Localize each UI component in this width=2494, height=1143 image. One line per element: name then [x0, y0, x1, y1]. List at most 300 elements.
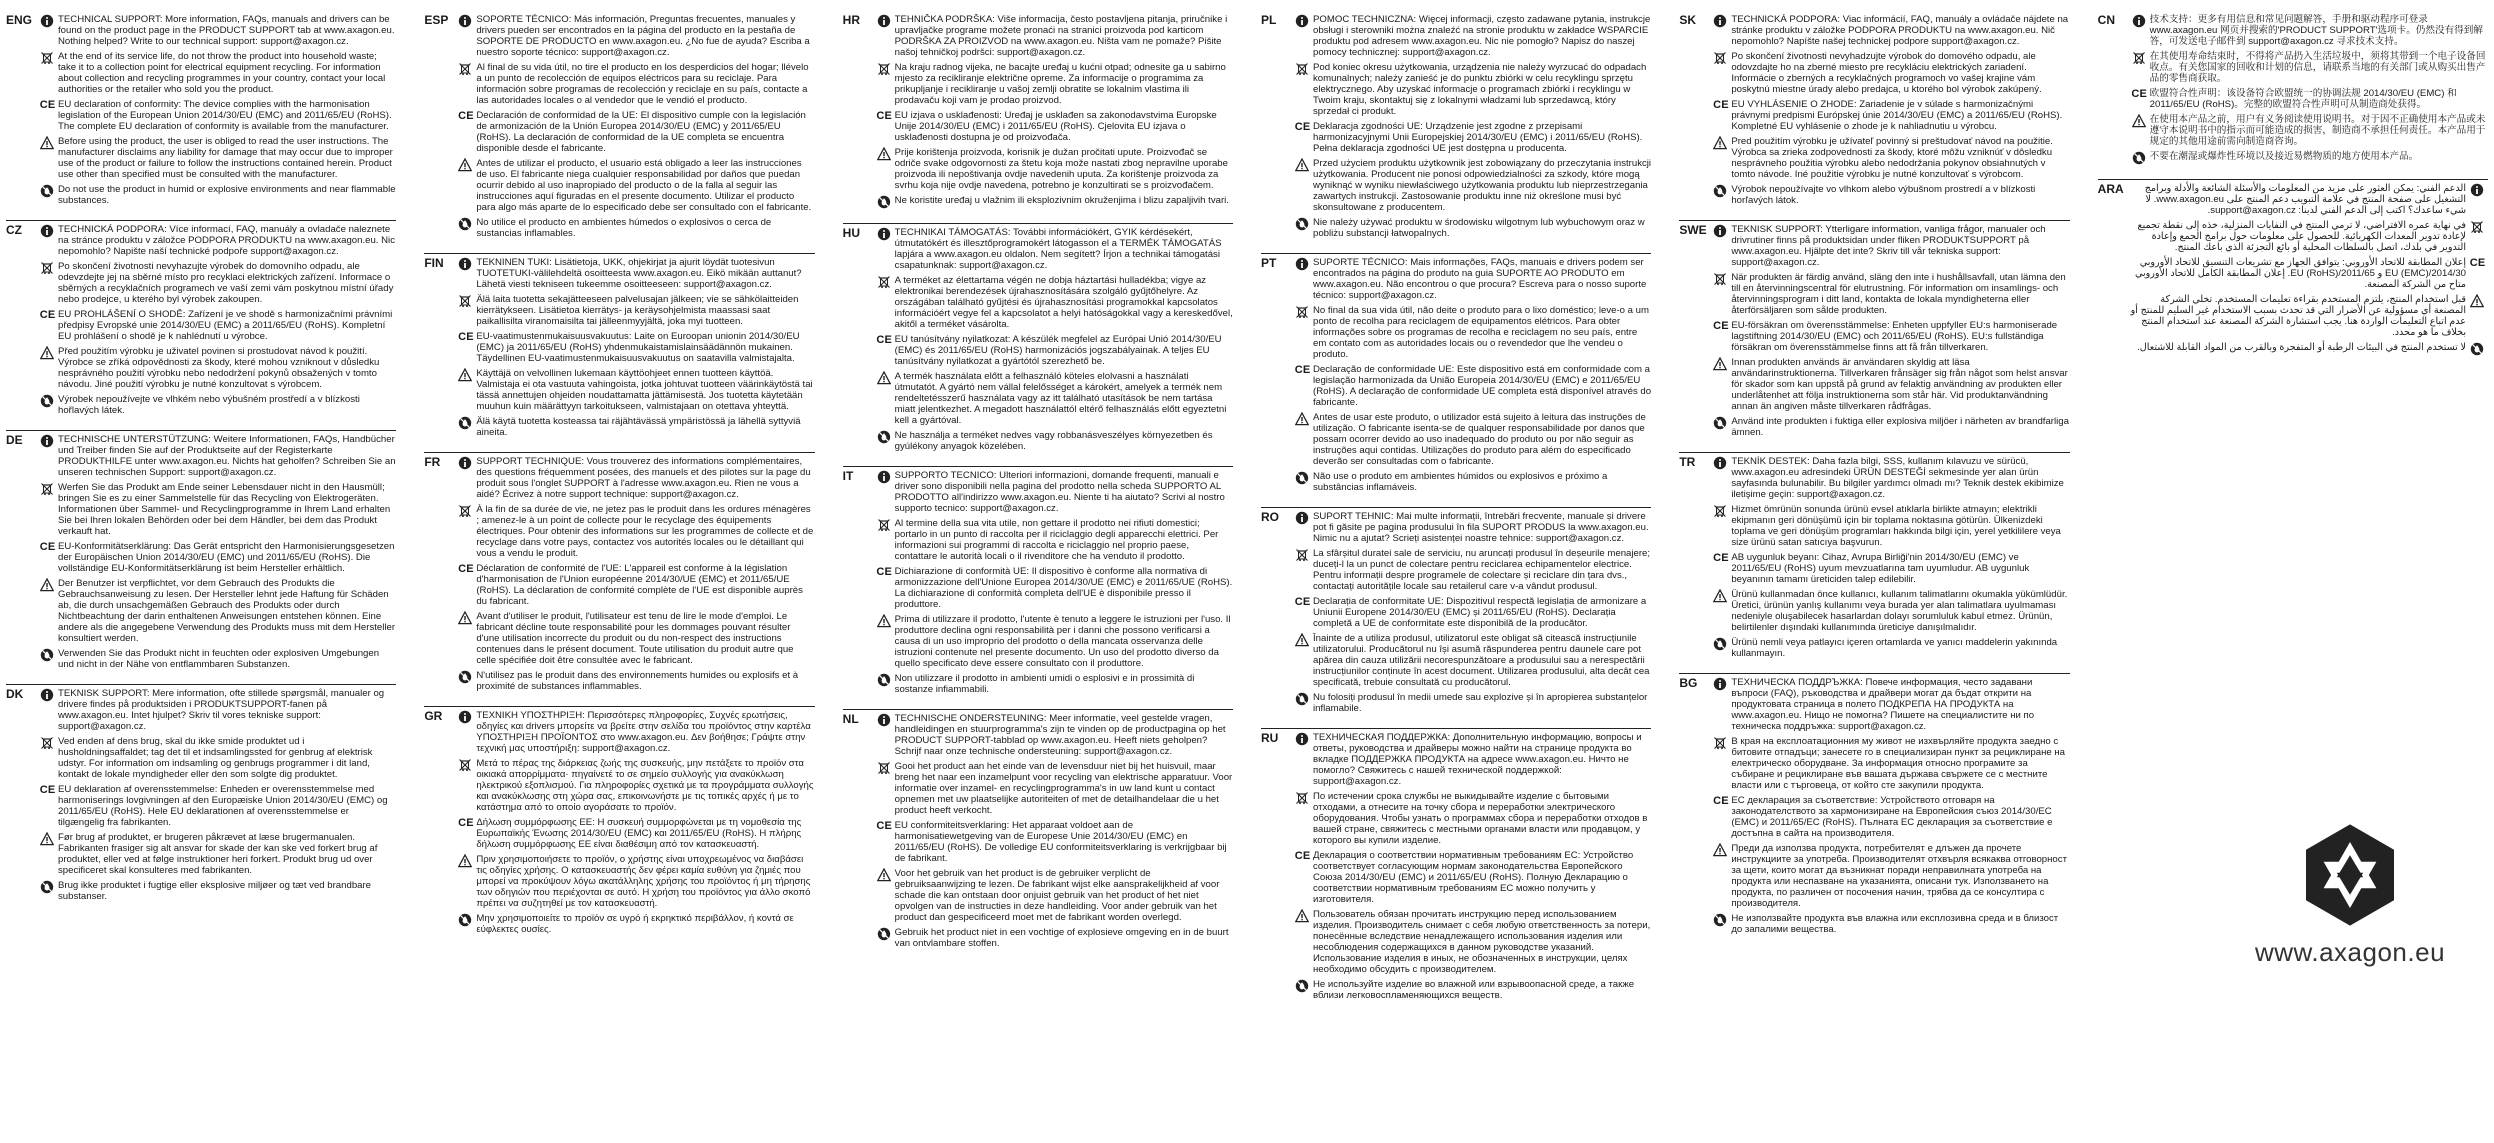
notice-text: AB uygunluk beyanı: Cihaz, Avrupa Birliği'nin 2014/30/EU (EMC) ve 2011/65/EU (RoHS) uyum mevzuatlarına tam uyumludur. AB uygunluk beyanının tamamı üreticiden talep edilebilir.: [1731, 552, 2030, 585]
no-humidity-icon: [873, 195, 895, 209]
notice-ce: [36, 99, 396, 132]
notice-warning: [1709, 136, 2069, 180]
notice-text: Declaração de conformidade UE: Este dispositivo está em conformidade com a legislação harmonizada da União Europeia 2014/30/EU (EMC) e 2011/65/EU (RoHS). A declaração de conformidade UE completa está disponível através do fabricante.: [1313, 364, 1652, 408]
notice-info: [873, 14, 1233, 58]
weee-bin-icon: [36, 482, 58, 496]
info-icon: [1291, 732, 1313, 746]
weee-bin-icon: [454, 758, 476, 772]
no-humidity-icon: [36, 184, 58, 198]
notice-info: [1291, 14, 1651, 58]
notice-text: Non utilizzare il prodotto in ambienti umidi o esplosivi e in prossimità di sostanze infiammabili.: [894, 673, 1195, 695]
notice-text: Μετά το πέρας της διάρκειας ζωής της συσκευής, μην πετάξετε το προϊόν στα οικιακά απορρίμματα· πηγαίνετέ το σε σημείο συλλογής για ανακύκλωση ηλεκτρικού εξοπλισμού. Για πληροφορίες σχετικά με τα προγράμματα συλλογής και ανακύκλωσης στη χώρα σας, επικοινωνήστε με τις τοπικές αρχές ή με το κατάστημα από το οποίο αγοράσατε το προϊόν.: [476, 758, 814, 813]
notice-text: ТЕХНИЧЕСКА ПОДДРЪЖКА: Повече информация, често задавани въпроси (FAQ), ръководства и драйвери могат да бъдат открити на продуктовата страница в полето ПОДКРЕПА НА ПРОДУКТА на www.axagon.eu. Нищо не помогна? Пишете на специалистите ни по техническа поддръжка: support@axagon.cz.: [1731, 677, 2035, 732]
ce-mark-icon: C E: [39, 541, 55, 553]
language-code: CZ: [6, 223, 22, 237]
notice-warning: [873, 371, 1233, 426]
notice-weee: [36, 482, 396, 537]
warning-icon: [1291, 158, 1313, 172]
ce-mark-icon: C E: [1294, 121, 1310, 133]
language-section-ro: [1261, 507, 1651, 718]
notice-ce: [1291, 364, 1651, 408]
no-humidity-icon: [1291, 979, 1313, 993]
language-code: IT: [842, 469, 854, 483]
language-section-cz: [6, 220, 396, 420]
weee-bin-icon: [36, 51, 58, 65]
notice-no: [1291, 471, 1651, 493]
no-humidity-icon: [1291, 692, 1313, 706]
info-icon: [36, 688, 58, 702]
notice-text: Ürünü kullanmadan önce kullanıcı, kullanım talimatlarını okumakla yükümlüdür. Üretici, ürünün yanlış kullanımı veya burada yer alan talimatlara uyulmaması nedeniyle oluşabilecek hasarlardan dolayı sorumluluk kabul etmez. Ürünün, belirtilenler dışındaki kullanımında üreticiye danışılmalıdır.: [1731, 589, 2068, 633]
notice-ce: [1709, 795, 2069, 839]
notice-warning: [2128, 294, 2488, 338]
notice-ce: [1291, 596, 1651, 629]
notice-no: [454, 913, 814, 935]
ce-mark-icon: C E: [458, 563, 473, 575]
notice-ce: [873, 110, 1233, 143]
language-section-swe: [1679, 220, 2069, 442]
notice-warning: [454, 368, 814, 412]
warning-icon: [873, 614, 895, 628]
weee-bin-icon: [1709, 272, 1731, 286]
notice-warning: [1291, 158, 1651, 213]
notice-warning: [873, 868, 1233, 923]
notice-weee: [1291, 62, 1651, 117]
notice-text: EU deklaration af overensstemmelse: Enheden er overensstemmelse med harmoniserings lovgivningen af den Europæiske Union 2014/30/EU (EMC) og 2011/65/EU (RoHS). Hele EU deklarationen af overensstemmelse er tilgængelig fra fabrikanten.: [58, 784, 388, 828]
no-humidity-icon: [1709, 637, 1731, 651]
notice-text: TECHNISCHE UNTERSTÜTZUNG: Weitere Informationen, FAQs, Handbücher und Treiber finden Sie auf der Produktseite auf der Registerkarte PRODUKTHILFE unter www.axagon.eu. Nichts hat geholfen? Schreiben Sie an unseren technischen Support: support@axagon.cz.: [58, 434, 396, 478]
notice-info: [36, 224, 396, 257]
weee-bin-icon: [36, 261, 58, 275]
notice-text: TEKNİK DESTEK: Daha fazla bilgi, SSS, kullanım kılavuzu ve sürücü, www.axagon.eu adresindeki ÜRÜN DESTEĞİ sekmesinde yer alan ürün sayfasında bulunabilir. Bu bilgiler yardımcı olmadı mı? Teknik destek ekibimize iletişime geçin: support@axagon.cz.: [1731, 456, 2064, 500]
notice-warning: [36, 346, 396, 390]
warning-icon: [873, 147, 895, 161]
ce-mark-icon: C E: [39, 309, 55, 321]
language-code: DK: [6, 687, 24, 701]
notice-text: A terméket az élettartama végén ne dobja háztartási hulladékba; vigye az elektronikai berendezések újrahasznosítására szolgáló gyűjtőhelyre. Az országában található gyűjtési és újrahasznosítási programokkal kapcsolatos információért vegye fel a kapcsolatot a helyi hatóságokkal vagy a kereskedővel, akitől a terméket vásárolta.: [894, 275, 1233, 330]
notice-info: [2128, 14, 2488, 47]
language-section-dk: [6, 684, 396, 906]
notice-weee: [2128, 51, 2488, 84]
weee-bin-icon: [873, 62, 895, 76]
notice-text: ΤΕΧΝΙΚΗ ΥΠΟΣΤΗΡΙΞΗ: Περισσότερες πληροφορίες, Συχνές ερωτήσεις, οδηγίες και drivers μπορείτε να βρείτε στην σελίδα του προϊόντος στην καρτέλα ΥΠΟΣΤΗΡΙΞΗ ΠΡΟΪΟΝΤΟΣ στο www.axagon.eu. Δεν βοήθησε; Γράψτε στην τεχνική μας υποστήριξη: support@axagon.cz.: [476, 710, 811, 754]
notice-text: Înainte de a utiliza produsul, utilizatorul este obligat să citească instrucțiunile utilizatorului. Producătorul nu își asumă răspunderea pentru daunele care pot apărea din cauza utilizării necorespunzătoare a produsului sau a nerespectării instrucțiunilor conținute în acest document. Utilizarea produsului, alta decât cea specificată, trebuie consultată cu producătorul.: [1313, 633, 1650, 688]
notice-text: Ne használja a terméket nedves vagy robbanásveszélyes környezetben és gyúlékony anyagok közelében.: [894, 430, 1213, 452]
notice-warning: [1709, 589, 2069, 633]
info-icon: [454, 710, 476, 724]
notice-ce: [873, 566, 1233, 610]
info-icon: [2128, 14, 2150, 28]
weee-bin-icon: [36, 736, 58, 750]
no-humidity-icon: [873, 430, 895, 444]
notice-text: قبل استخدام المنتج، يلتزم المستخدم بقراءة تعليمات المستخدم. تخلي الشركة المصنعة أي مسؤولية عن الأضرار التي قد تحدث بسبب الاستخدام غير السليم للمنتج أو عدم اتباع التعليمات الواردة هنا. يجب استشارة الشركة المصنعة عند استخدام المنتج بخلاف ما هو محدد.: [2130, 294, 2466, 338]
notice-text: Μην χρησιμοποιείτε το προϊόν σε υγρό ή εκρηκτικό περιβάλλον, ή κοντά σε εύφλεκτες ουσίες.: [476, 913, 794, 935]
warning-icon: [873, 371, 895, 385]
notice-text: No utilice el producto en ambientes húmedos o explosivos o cerca de sustancias inflamables.: [476, 217, 772, 239]
notice-weee: [873, 518, 1233, 562]
notice-text: À la fin de sa durée de vie, ne jetez pas le produit dans les ordures ménagères ; amenez-le à un point de collecte pour le recyclage des équipements électriques. Pour obtenir des informations sur les programmes de collecte et de recyclage dans votre pays, contactez vos autorités locales ou le détaillant qui vous a vendu le produit.: [476, 504, 814, 559]
info-icon: [1291, 511, 1313, 525]
ce-mark-icon: C E: [1713, 552, 1728, 564]
notice-text: Не используйте изделие во влажной или взрывоопасной среде, а также вблизи легковоспламеняющихся веществ.: [1313, 979, 1635, 1001]
notice-weee: [36, 261, 396, 305]
notice-text: Hizmet ömrünün sonunda ürünü evsel atıklarla birlikte atmayın; elektrikli ekipmanın geri dönüşümü için bir toplama noktasına götürün. Ülkenizdeki toplama ve geri dönüşüm programları hakkında bilgi için, yerel yetkililere veya size ürünü satan satıcıya başvurun.: [1731, 504, 2061, 548]
notice-no: [873, 927, 1233, 949]
notice-text: Na kraju radnog vijeka, ne bacajte uređaj u kućni otpad; odnesite ga u sabirno mjesto za recikliranje električne opreme. Za informacije o programima za prikupljanje i recikliranje u vašoj zemlji obratite se lokalnim vlastima ili prodavaču koji vam je prodao proizvod.: [894, 62, 1226, 106]
notice-text: Declaración de conformidad de la UE: El dispositivo cumple con la legislación de armonización de la Unión Europea 2014/30/EU (EMC) y 2011/65/EU (RoHS). La declaración de conformidad de la UE completa se encuentra disponible desde el fabricante.: [476, 110, 806, 154]
weee-bin-icon: [1291, 62, 1313, 76]
notice-info: [454, 14, 814, 58]
notice-text: TEHNIČKA PODRŠKA: Više informacija, često postavljena pitanja, priručnike i upravljačke programe možete pronaći na stranici proizvoda pod karticom PODRŠKA ZA PROIZVOD na www.axagon.eu. Ništa vam ne pomaže? Pišite našoj tehničkoj podršci: support@axagon.cz.: [894, 14, 1228, 58]
warning-icon: [2466, 294, 2488, 308]
notice-info: [36, 434, 396, 478]
notice-warning: [873, 614, 1233, 669]
info-icon: [873, 14, 895, 28]
notice-no: [36, 880, 396, 902]
notice-text: Pod koniec okresu użytkowania, urządzenia nie należy wyrzucać do odpadach komunalnych; należy zanieść je do punktu zbiórki w celu recyklingu sprzętu elektrycznego. Aby uzyskać informacje o programach zbiórki i recyklingu w Twoim kraju, skontaktuj się z lokalnymi władzami lub sprzedawcą, który sprzedał ci produkt.: [1313, 62, 1647, 117]
notice-warning: [1709, 357, 2069, 412]
notice-text: 在使用本产品之前，用户有义务阅读使用说明书。对于因不正确使用本产品或未遵守本说明书中的指示而可能造成的损害，制造商不承担任何责任。本产品用于规定的其他用途前需向制造商咨询。: [2149, 114, 2486, 147]
language-section-it: [843, 466, 1233, 699]
language-section-nl: [843, 709, 1233, 953]
language-code: SWE: [1679, 223, 1707, 237]
notice-text: Nie należy używać produktu w środowisku wilgotnym lub wybuchowym oraz w pobliżu substancji łatwopalnych.: [1313, 217, 1645, 239]
language-column: [424, 14, 814, 1137]
warning-icon: [454, 158, 476, 172]
language-column: [1679, 14, 2069, 1137]
info-icon: [454, 456, 476, 470]
notice-text: Po skončení životnosti nevyhadzujte výrobok do domového odpadu, ale odovzdajte ho na zberné miesto pre recykláciu elektrických zariadení. Informácie o zberných a recyklačných programoch vo vašej krajine vám poskytnú miestne úrady alebo predajca, u ktorého bol výrobok zakúpený.: [1731, 51, 2042, 95]
notice-ce: [36, 541, 396, 574]
notice-text: EU-Konformitätserklärung: Das Gerät entspricht den Harmonisierungsgesetzen der Europäischen Union 2014/30/EU (EMC) und 2011/65/EU (RoHS). Die vollständige EU-Konformitätserklärung ist beim Hersteller erhältlich.: [58, 541, 395, 574]
notice-weee: [1709, 51, 2069, 95]
notice-text: Antes de usar este produto, o utilizador está sujeito à leitura das instruções de utilização. O fabricante isenta-se de qualquer responsabilidade por danos que possam ocorrer devido ao uso inadequado do produto ou por não seguir as instruções aqui contidas. Utilizações do produto para além do especificado deverão ser consultadas com o fabricante.: [1313, 412, 1646, 467]
no-humidity-icon: [454, 416, 476, 430]
notice-info: [454, 456, 814, 500]
notice-weee: [454, 62, 814, 106]
warning-icon: [1709, 589, 1731, 603]
language-section-hu: [843, 223, 1233, 456]
notice-info: [873, 713, 1233, 757]
notice-text: Gooi het product aan het einde van de levensduur niet bij het huisvuil, maar breng het naar een inzamelpunt voor recycling van elektrische apparatuur. Voor informatie over inzamel- en recyclingprogramma's in uw land kunt u contact opnemen met uw plaatselijke autoriteiten of met de detailhandelaar die u het product heeft verkocht.: [894, 761, 1233, 816]
notice-text: Před použitím výrobku je uživatel povinen si prostudovat návod k použití. Výrobce se zříká odpovědnosti za škody, které mohou vzniknout v důsledku nesprávného použití výrobku nebo nedodržení pokynů obsažených v tomto návodu. Jiné použití výrobku je nutné konzultovat s výrobcem.: [58, 346, 380, 390]
warning-icon: [36, 136, 58, 150]
notice-text: SUPORTE TÉCNICO: Mais informações, FAQs, manuais e drivers podem ser encontrados na página do produto na guia SUPORTE AO PRODUTO em www.axagon.eu. Não encontrou o que procura? Escreva para o nosso suporte técnico: support@axagon.cz.: [1313, 257, 1647, 301]
notice-text: När produkten är färdig använd, släng den inte i hushållsavfall, utan lämna den till en återvinningscentral för elutrustning. För information om insamlings- och återvinningsprogram i ditt land, kontakta de lokala myndigheterna eller återförsäljaren som sålde produkten.: [1731, 272, 2066, 316]
weee-bin-icon: [1709, 504, 1731, 518]
notice-text: Antes de utilizar el producto, el usuario está obligado a leer las instrucciones de uso. El fabricante niega cualquier responsabilidad por daños que puedan ocurrir debido al uso inapropiado del producto o de la falla al seguir las instrucciones aquí figuradas en el presente documento. Utilizar el producto para algo más aparte de lo especificado debe ser consultado con el fabricante.: [476, 158, 812, 213]
notice-text: EU PROHLÁŠENÍ O SHODĚ: Zařízení je ve shodě s harmonizačními právními předpisy Evropské unie 2014/30/EU (EMC) a 2011/65/EU (RoHS). Kompletní EU prohlášení o shodě je k nahlédnutí u výrobce.: [58, 309, 393, 342]
notice-text: Før brug af produktet, er brugeren påkrævet at læse brugermanualen. Fabrikanten frasiger sig alt ansvar for skade der kan ske ved forkert brug af produktet, eller ved at følge instruktioner heri forkert. Produkt brug ud over specificeret skal konsulteres med fabrikanten.: [58, 832, 378, 876]
notice-text: N'utilisez pas le produit dans des environnements humides ou explosifs et à proximité de substances inflammables.: [476, 670, 799, 692]
notice-text: Älä laita tuotetta sekajätteeseen palvelusajan jälkeen; vie se sähkölaitteiden kierrätykseen. Lisätietoa kierrätys- ja keräysohjelmista maassasi saat paikallisilta viranomaisilta tai jälleenmyyjältä, joka myi tuotteen.: [476, 294, 799, 327]
weee-bin-icon: [873, 518, 895, 532]
notice-warning: [1709, 843, 2069, 909]
warning-icon: [454, 611, 476, 625]
language-code: ESP: [424, 14, 449, 27]
notice-warning: [2128, 114, 2488, 147]
notice-text: Ne koristite uređaj u vlažnim ili eksplozivnim okruženjima i blizu zapaljivih tvari.: [894, 195, 1229, 206]
notice-text: Przed użyciem produktu użytkownik jest zobowiązany do przeczytania instrukcji użytkowania. Producent nie ponosi odpowiedzialności za szkody, które mogą wyniknąć w wyniku niewłaściwego użytkowania produktu lub nieprzestrzegania zawartych instrukcji. Zastosowanie produktu inne niż określone musi być skonsultowane z producentem.: [1313, 158, 1652, 213]
notice-text: إعلان المطابقة للاتحاد الأوروبي: يتوافق الجهاز مع تشريعات التنسيق للاتحاد الأوروبي 2014/30/EU (EMC) و 2011/65/EU (RoHS). إعلان المطابقة الكامل للاتحاد الأوروبي متاح من الشركة المصنعة.: [2134, 257, 2466, 290]
notice-text: Al termine della sua vita utile, non gettare il prodotto nei rifiuti domestici; portarlo in un punto di raccolta per il riciclaggio degli apparecchi elettrici. Per informazioni sui programmi di raccolta e riciclaggio nel proprio paese, contattare le autorità locali o il rivenditore che ha venduto il prodotto.: [894, 518, 1219, 562]
warning-icon: [36, 578, 58, 592]
notice-warning: [1291, 909, 1651, 975]
notice-no: [1709, 637, 2069, 659]
notice-no: [873, 673, 1233, 695]
notice-text: SOPORTE TÉCNICO: Más información, Preguntas frecuentes, manuales y drivers pueden ser encontrados en la página del producto en la pestaña de SOPORTE DE PRODUCTO en www.axagon.eu. ¿No fue de ayuda? Escriba a nuestro soporte técnico: support@axagon.cz.: [476, 14, 810, 58]
weee-bin-icon: [2466, 220, 2488, 234]
info-icon: [36, 14, 58, 28]
ce-mark-icon: C E: [876, 334, 891, 346]
notice-text: EU-vaatimustenmukaisuusvakuutus: Laite on Euroopan unionin 2014/30/EU (EMC) ja 2011/65/EU (RoHS) yhdenmukaistamislainsäädännön mukainen. Täydellinen EU-vaatimustenmukaisuusvakuutus on saatavilla valmistajalta.: [476, 331, 800, 364]
notice-text: По истечении срока службы не выкидывайте изделие с бытовыми отходами, а отнесите на точку сбора и переработки электрического оборудования. Чтобы узнать о программах сбора и переработки отходов в вашей стране, свяжитесь с местными органами власти или продавцом, у которого вы купили изделие.: [1313, 791, 1648, 846]
language-section-eng: [6, 14, 396, 210]
notice-no: [1709, 184, 2069, 206]
warning-icon: [1291, 412, 1313, 426]
notice-text: Before using the product, the user is obliged to read the user instructions. The manufacturer disclaims any liability for damage that may occur due to improper use of the product or failure to follow the instructions contained herein. Product use other than specified must be consulted with the manufacturer.: [58, 136, 393, 180]
notice-text: Prije korištenja proizvoda, korisnik je dužan pročitati upute. Proizvođač se odriče svake odgovornosti za štetu koja može nastati zbog nepravilne uporabe proizvoda ili nepoštivanja ovdje navedenih uputa. Za korištenje proizvoda za svrhu koja nije ovdje navedena, potrebno je konzultirati se s proizvođačem.: [894, 147, 1228, 191]
notice-no: [1291, 217, 1651, 239]
notice-weee: [1709, 504, 2069, 548]
notice-info: [1291, 732, 1651, 787]
notice-text: TECHNICAL SUPPORT: More information, FAQs, manuals and drivers can be found on the product page in the PRODUCT SUPPORT tab at www.axagon.eu. Nothing helped? Write to our technical support: support@axagon.cz.: [58, 14, 395, 47]
notice-no: [1709, 416, 2069, 438]
notice-no: [873, 195, 1233, 209]
warning-icon: [1709, 843, 1731, 857]
notice-warning: [454, 854, 814, 909]
no-humidity-icon: [2128, 151, 2150, 165]
notice-info: [1709, 224, 2069, 268]
weee-bin-icon: [454, 294, 476, 308]
no-humidity-icon: [36, 648, 58, 662]
notice-info: [1709, 14, 2069, 47]
info-icon: [454, 14, 476, 28]
notice-text: SUPORT TEHNIC: Mai multe informații, întrebări frecvente, manuale și drivere pot fi găsite pe pagina produsului în fila SUPORT PRODUS la www.axagon.eu. Nimic nu a ajutat? Scrieți asistenței noastre tehnice: support@axagon.cz.: [1313, 511, 1649, 544]
warning-icon: [454, 854, 476, 868]
notice-text: TEKNINEN TUKI: Lisätietoja, UKK, ohjekirjat ja ajurit löydät tuotesivun TUOTETUKI-välilehdeltä osoitteesta www.axagon.eu. Eikö mikään auttanut? Lähetä viesti tekniseen tukeemme osoitteeseen: support@axagon.cz.: [476, 257, 802, 290]
info-icon: [1709, 456, 1731, 470]
language-code: NL: [842, 712, 859, 726]
notice-text: TECHNICKÁ PODPORA: Více informací, FAQ, manuály a ovladače naleznete na stránce produktu v záložce PODPORA PRODUKTU na www.axagon.eu. Nic nepomohlo? Napište naší technické podpoře support@axagon.cz.: [58, 224, 395, 257]
notice-info: [2128, 183, 2488, 216]
weee-bin-icon: [1709, 51, 1731, 65]
ce-mark-icon: C E: [1294, 596, 1310, 608]
info-icon: [1291, 14, 1313, 28]
notice-no: [1291, 692, 1651, 714]
language-code: CN: [2097, 14, 2115, 27]
notice-text: Po skončení životnosti nevyhazujte výrobek do domovního odpadu, ale odevzdejte jej na sběrné místo pro recyklaci elektrických zařízení. Informace o sběrných a recyklačních programech ve vaší zemi vám poskytnou místní úřady nebo prodejce, u kterého byl výrobek zakoupen.: [58, 261, 394, 305]
notice-weee: [1709, 272, 2069, 316]
notice-ce: [454, 563, 814, 607]
notice-text: Voor het gebruik van het product is de gebruiker verplicht de gebruiksaanwijzing te lezen. De fabrikant wijst elke aansprakelijkheid af voor schade die kan ontstaan door onjuist gebruik van het product of het niet opvolgen van de instructies in deze handleiding. Voor ander gebruik van het product dan gespecificeerd moet met de fabrikant worden overlegd.: [894, 868, 1220, 923]
notice-info: [873, 227, 1233, 271]
warning-icon: [1291, 633, 1313, 647]
ce-mark-icon: C E: [1294, 850, 1310, 862]
language-column: [843, 14, 1233, 1137]
language-code: RO: [1261, 510, 1279, 524]
notice-text: Dichiarazione di conformità UE: Il dispositivo è conforme alla normativa di armonizzazione dell'Unione Europea 2014/30/UE (EMC) e 2011/65/UE (RoHS). La dichiarazione di conformità completa dell'UE è disponibile presso il produttore.: [894, 566, 1233, 610]
notice-text: Δήλωση συμμόρφωσης ΕΕ: Η συσκευή συμμορφώνεται με τη νομοθεσία της Ευρωπαϊκής Ένωσης 2014/30/EU (EMC) και 2011/65/EU (RoHS). Η πλήρης δήλωση συμμόρφωσης ΕΕ είναι διαθέσιμη από τον κατασκευαστή.: [476, 817, 802, 850]
notice-text: Använd inte produkten i fuktiga eller explosiva miljöer i närheten av brandfarliga ämnen.: [1731, 416, 2069, 438]
no-humidity-icon: [873, 927, 895, 941]
warning-icon: [1709, 136, 1731, 150]
notice-text: EU VYHLÁSENIE O ZHODE: Zariadenie je v súlade s harmonizačnými právnymi predpismi Európskej únie 2014/30/EU (EMC) a 2011/65/EU (RoHS). Kompletné EU vyhlásenie o zhode je k nahliadnutiu u výrobcu.: [1731, 99, 2063, 132]
language-code: PL: [1261, 14, 1277, 27]
notice-warning: [36, 578, 396, 644]
notice-text: Nu folosiți produsul în medii umede sau explozive și în apropierea substanțelor inflamabile.: [1313, 692, 1648, 714]
notice-text: Não use o produto em ambientes húmidos ou explosivos e próximo a substâncias inflamáveis.: [1313, 471, 1608, 493]
info-icon: [873, 713, 895, 727]
notice-no: [454, 217, 814, 239]
notice-ce: [1709, 99, 2069, 132]
language-code: HR: [842, 14, 860, 27]
notice-text: No final da sua vida útil, não deite o produto para o lixo doméstico; leve-o a um ponto de recolha para reciclagem de equipamentos elétricos. Para obter informações sobre os programas de recolha e reciclagem no seu país, entre em contato com as autoridades locais ou o revendedor que lhe vendeu o produto.: [1313, 305, 1649, 360]
notice-warning: [1291, 633, 1651, 688]
notice-info: [1709, 677, 2069, 732]
notice-info: [454, 257, 814, 290]
notice-ce: [36, 784, 396, 828]
notice-text: Declarația de conformitate UE: Dispozitivul respectă legislația de armonizare a Uniunii Europene 2014/30/EU (EMC) și 2011/65/EU (RoHS). Declarația completă a UE de conformitate este disponibilă de la producător.: [1313, 596, 1647, 629]
info-icon: [1709, 224, 1731, 238]
notice-weee: [2128, 220, 2488, 253]
notice-text: В края на експлоатационния му живот не изхвърляйте продукта заедно с битовите отпадъци; занесете го в специализиран пункт за рециклиране на електрическо оборудване. За информация относно програмите за събиране и рециклиране във вашата държава свържете се с местните власти или с търговеца, от който сте закупили продукта.: [1731, 736, 2065, 791]
notice-text: Werfen Sie das Produkt am Ende seiner Lebensdauer nicht in den Hausmüll; bringen Sie es zu einer Sammelstelle für das Recycling von Elektrogeräten. Informationen über Sammel- und Recyclingprogramme in Ihrem Land erhalten Sie bei Ihren lokalen Behörden oder bei dem Händler, bei dem das Produkt verkauft hat.: [58, 482, 391, 537]
ce-mark-icon: C E: [39, 99, 55, 111]
notice-ce: [1291, 850, 1651, 905]
weee-bin-icon: [873, 761, 895, 775]
ce-mark-icon: C E: [1713, 320, 1728, 332]
notice-info: [1291, 257, 1651, 301]
notice-weee: [1709, 736, 2069, 791]
weee-bin-icon: [454, 62, 476, 76]
notice-no: [1709, 913, 2069, 935]
ce-mark-icon: C E: [1294, 364, 1310, 376]
axagon-logo-icon: [2295, 820, 2405, 930]
notice-ce: [454, 110, 814, 154]
notice-weee: [873, 761, 1233, 816]
notice-text: POMOC TECHNICZNA: Więcej informacji, często zadawane pytania, instrukcje obsługi i sterowniki można znaleźć na stronie produktu w zakładce WSPARCIE produktu pod adresem www.axagon.eu. Nic nie pomogło? Napisz do naszej pomocy technicznej: support@axagon.cz.: [1313, 14, 1651, 58]
warning-icon: [873, 868, 895, 882]
notice-ce: [873, 334, 1233, 367]
no-humidity-icon: [1709, 184, 1731, 198]
notice-ce: [454, 817, 814, 850]
language-section-pl: [1261, 14, 1651, 243]
language-code: FR: [424, 455, 441, 469]
notice-info: [1709, 456, 2069, 500]
notice-text: Älä käytä tuotetta kosteassa tai räjähtävässä ympäristössä ja lähellä syttyviä aineita.: [476, 416, 801, 438]
weee-bin-icon: [1291, 791, 1313, 805]
language-section-pt: [1261, 253, 1651, 497]
info-icon: [454, 257, 476, 271]
notice-info: [454, 710, 814, 754]
notice-text: Πριν χρησιμοποιήσετε το προϊόν, ο χρήστης είναι υποχρεωμένος να διαβάσει τις οδηγίες χρήσης. Ο κατασκευαστής δεν φέρει καμία ευθύνη για ζημιές που μπορεί να προκύψουν λόγω ακατάλληλης χρήσης του προϊόντος ή μη τήρησης των οδηγιών που περιέχονται σε αυτό. Η χρήση του προϊόντος για άλλο σκοπό πρέπει να συζητηθεί με τον κατασκευαστή.: [476, 854, 811, 909]
info-icon: [36, 434, 58, 448]
warning-icon: [454, 368, 476, 382]
notice-ce: [2128, 88, 2488, 110]
notice-text: ЕС декларация за съответствие: Устройството отговаря на законодателството за хармонизиране на Европейския съюз 2014/30/EC (EMC) и 2011/65/EC (RoHS). Пълната ЕС декларация за съответствие е достъпна в сайта на производителя.: [1731, 795, 2053, 839]
notice-text: Не използвайте продукта във влажна или експлозивна среда и в близост до запалими вещества.: [1731, 913, 2059, 935]
language-code: TR: [1679, 455, 1696, 469]
no-humidity-icon: [1291, 471, 1313, 485]
notice-no: [2128, 151, 2488, 165]
notice-text: Декларация о соответствии нормативным требованиям ЕС: Устройство соответствует согласующим нормам законодательства Европейского Союза 2014/30/EU (EMC) и 2011/65/EU (RoHS). Полную Декларацию о соответствии нормативным требованиям ЕС можно получить у изготовителя.: [1313, 850, 1634, 905]
language-section-ara: [2098, 179, 2488, 360]
language-column: [6, 14, 396, 1137]
warning-icon: [36, 832, 58, 846]
instruction-sheet: [6, 14, 2488, 1137]
website-url: www.axagon.eu: [2254, 937, 2446, 967]
notice-text: Innan produkten används är användaren skyldig att läsa användarinstruktionerna. Tillverkaren frånsäger sig från något som helst ansvar för skador som kan uppstå på grund av felaktig användning av produkten eller underlåtenhet att följa instruktionerna som står här. Vid produktanvändning annan än angiven måste tillverkaren rådfrågas.: [1731, 357, 2068, 412]
notice-no: [1291, 979, 1651, 1001]
weee-bin-icon: [1709, 736, 1731, 750]
ce-mark-icon: C E: [2131, 88, 2146, 100]
notice-text: Do not use the product in humid or explosive environments and near flammable substances.: [58, 184, 396, 206]
no-humidity-icon: [454, 913, 476, 927]
notice-warning: [873, 147, 1233, 191]
language-code: RU: [1261, 731, 1279, 745]
axagon-logo: [2250, 820, 2450, 1000]
notice-text: الدعم الفني: يمكن العثور على مزيد من المعلومات والأسئلة الشائعة والأدلة وبرامج التشغيل على صفحة المنتج في علامة التبويب دعم المنتج على www.axagon.eu. لا شيء ساعدك؟ اكتب إلى الدعم الفني لدينا: support@axagon.cz.: [2144, 183, 2466, 216]
notice-text: EU izjava o usklađenosti: Uređaj je usklađen sa zakonodavstvima Europske Unije 2014/30/EU (EMC) i 2011/65/EU (RoHS). Cjelovita EU izjava o usklađenosti dostupna je od proizvođača.: [894, 110, 1217, 143]
warning-icon: [2128, 114, 2150, 128]
notice-text: Výrobok nepoužívajte vo vlhkom alebo výbušnom prostredí a v blízkosti horľavých látok.: [1731, 184, 2036, 206]
notice-text: 在其使用寿命结束时，不得将产品扔入生活垃圾中，须将其带到一个电子设备回收点。有关您国家的回收和计划的信息，请联系当地的有关部门或从购买出售产品的零售商获取。: [2149, 51, 2486, 84]
no-humidity-icon: [36, 394, 58, 408]
notice-text: Výrobek nepoužívejte ve vlhkém nebo výbušném prostředí a v blízkosti hořlavých látek.: [58, 394, 360, 416]
language-section-bg: [1679, 673, 2069, 939]
notice-warning: [36, 136, 396, 180]
no-humidity-icon: [454, 217, 476, 231]
language-section-tr: [1679, 452, 2069, 663]
notice-text: Ürünü nemli veya patlayıcı içeren ortamlarda ve yanıcı maddelerin yakınında kullanmayın.: [1731, 637, 2058, 659]
notice-warning: [454, 158, 814, 213]
ce-mark-icon: C E: [876, 820, 891, 832]
notice-text: لا تستخدم المنتج في البيئات الرطبة أو المتفجرة وبالقرب من المواد القابلة للاشتعال.: [2137, 342, 2466, 353]
warning-icon: [36, 346, 58, 360]
language-section-de: [6, 430, 396, 674]
notice-weee: [1291, 791, 1651, 846]
notice-text: Der Benutzer ist verpflichtet, vor dem Gebrauch des Produkts die Gebrauchsanweisung zu lesen. Der Hersteller lehnt jede Haftung für Schäden ab, die durch unsachgemäßen Gebrauch des Produkts oder durch Nichtbeachtung der darin enthaltenen Anweisungen entstehen können. Eine andere als die angegebene Verwendung des Produkts muss mit dem Hersteller konsultiert werden.: [58, 578, 396, 644]
notice-text: ТЕХНИЧЕСКАЯ ПОДДЕРЖКА: Дополнительную информацию, вопросы и ответы, руководства и драйверы можно найти на странице продукта во вкладке ПОДДЕРЖКА ПРОДУКТА на адресе www.axagon.eu. Ничто не помогло? Свяжитесь с нашей технической поддержкой: support@axagon.cz.: [1313, 732, 1642, 787]
ce-mark-icon: C E: [1713, 795, 1728, 807]
notice-text: La sfârșitul duratei sale de serviciu, nu aruncați produsul în deșeurile menajere; duceți-l la un punct de colectare pentru reciclarea echipamentelor electrice. Pentru informații despre programele de colectare și reciclare din țara dvs., contactați autoritățile locale sau retailerul care v-a vândut produsul.: [1313, 548, 1651, 592]
notice-text: TEKNISK SUPPORT: Mere information, ofte stillede spørgsmål, manualer og drivere findes på produktsiden i PRODUKTSUPPORT-fanen på www.axagon.eu. Intet hjulpet? Skriv til vores tekniske support: support@axagon.cz.: [58, 688, 385, 732]
notice-no: [36, 184, 396, 206]
info-icon: [873, 470, 895, 484]
notice-text: Déclaration de conformité de l'UE: L'appareil est conforme à la législation d'harmonisation de l'Union européenne 2014/30/UE (EMC) et 2011/65/UE (RoHS). La déclaration de conformité complète de l'UE est disponible auprès du fabricant.: [476, 563, 803, 607]
notice-info: [1291, 511, 1651, 544]
language-code: ARA: [2097, 182, 2124, 196]
notice-text: EU tanúsítvány nyilatkozat: A készülék megfelel az Európai Unió 2014/30/EU (EMC) és 2011/65/EU (RoHS) harmonizációs jogszabályainak. A teljes EU tanúsítvány nyilatkozat a gyártótól szerezhető be.: [894, 334, 1222, 367]
notice-text: TECHNISCHE ONDERSTEUNING: Meer informatie, veel gestelde vragen, handleidingen en stuurprogramma's zijn te vinden op de productpagina op het PRODUCT SUPPORT-tabblad op www.axagon.eu. Heeft niets geholpen? Schrijf naar onze technische ondersteuning: support@axagon.cz.: [894, 713, 1226, 757]
notice-weee: [1291, 305, 1651, 360]
notice-text: 欧盟符合性声明：该设备符合欧盟统一的协调法规 2014/30/EU (EMC) 和 2011/65/EU (RoHS)。完整的欧盟符合性声明可从制造商处获得。: [2149, 88, 2457, 110]
weee-bin-icon: [1291, 305, 1313, 319]
notice-weee: [454, 758, 814, 813]
no-humidity-icon: [1291, 217, 1313, 231]
notice-text: Deklaracja zgodności UE: Urządzenie jest zgodne z przepisami harmonizacyjnymi Unii Europejskiej 2014/30/EU (EMC) i 2011/65/EU (RoHS). Pełna deklaracja zgodności UE jest dostępna u producenta.: [1313, 121, 1643, 154]
notice-no: [873, 430, 1233, 452]
notice-text: SUPPORT TECHNIQUE: Vous trouverez des informations complémentaires, des questions fréquemment posées, des manuels et des pilotes sur la page du produit sous l'onglet SUPPORT à l'adresse www.axagon.eu. Rien ne vous a aidé? Écrivez à notre support technique: support@axagon.cz.: [476, 456, 811, 500]
notice-weee: [873, 275, 1233, 330]
weee-bin-icon: [454, 504, 476, 518]
notice-text: Pred použitím výrobku je užívateľ povinný si preštudovať návod na použitie. Výrobca sa zrieka zodpovednosti za škody, ktoré môžu vzniknúť v dôsledku nesprávneho použitia výrobku alebo nedodržania pokynov obsiahnutých v tomto návode. Iné použitie výrobku je nutné konzultovať s výrobcom.: [1731, 136, 2053, 180]
notice-text: Al final de su vida útil, no tire el producto en los desperdicios del hogar; llévelo a un punto de recolección de equipos eléctricos para su reciclaje. Para información sobre programas de recolección y reciclaje en su país, contacte a las autoridades locales o al vendedor que le vendió el producto.: [476, 62, 809, 106]
notice-no: [36, 648, 396, 670]
ce-mark-icon: C E: [876, 110, 891, 122]
ce-mark-icon: C E: [458, 331, 473, 343]
notice-text: EU declaration of conformity: The device complies with the harmonisation legislation of the European Union 2014/30/EU (EMC) and 2011/65/EU (RoHS). The complete EU declaration of conformity is available from the manufacturer.: [58, 99, 392, 132]
